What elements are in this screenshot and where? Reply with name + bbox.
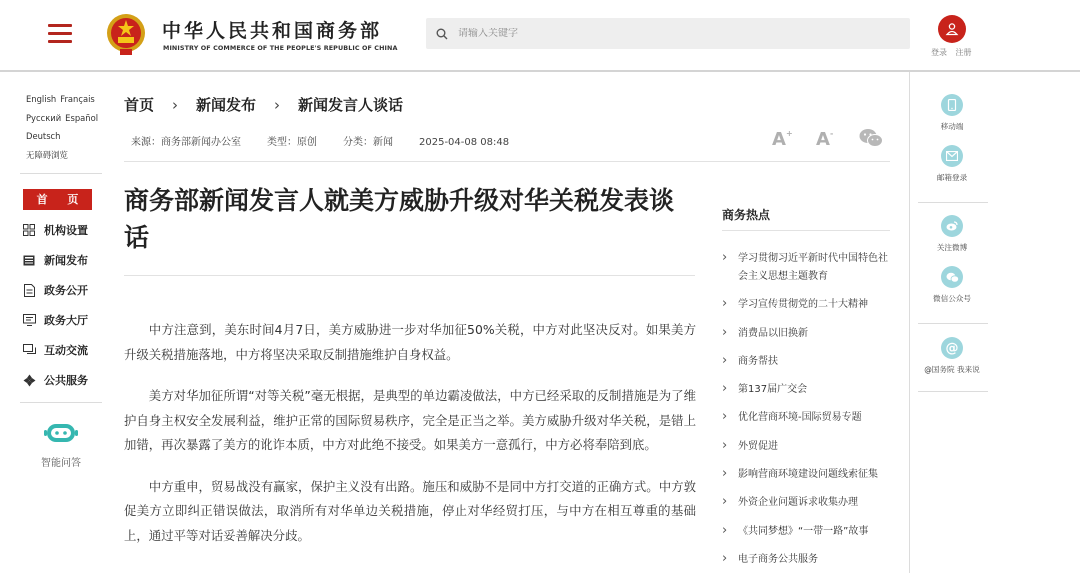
nav-label: 政务公开 (44, 284, 88, 297)
article-body (124, 318, 696, 565)
hot-topic-item[interactable]: › 外贸促进 (722, 438, 892, 456)
article-paragraph: 美方对华加征所谓“对等关税”毫无根据，是典型的单边霸凌做法，中方已经采取的反制措施是为了维护自身主权安全发展利益，维护正常的国际贸易秩序，完全是正当之举。美方威胁升级对华关税，是错上加错，再次暴露了美方的讹诈本质，中方对此绝不接受。如果美方一意孤行，中方必将奉陪到底。 (124, 388, 696, 452)
mobile-label: 移动端 (940, 122, 964, 131)
accessibility-link[interactable]: 无障碍浏览 (26, 149, 68, 160)
divider (918, 323, 988, 324)
nav-item-public-service[interactable] (22, 365, 88, 395)
hot-topic-item[interactable]: › 影响营商环境建设问题线索征集 (722, 466, 892, 484)
divider (918, 202, 988, 203)
nav-label: 互动交流 (44, 344, 88, 357)
gov-feedback-label: @国务院 我来说 (924, 365, 980, 374)
hot-topic-item[interactable]: › 学习贯彻习近平新时代中国特色社会主义思想主题教育 (722, 250, 892, 286)
site-logo-en: MINISTRY OF COMMERCE OF THE PEOPLE'S REPUBLIC OF CHINA (163, 44, 398, 52)
hot-topic-item[interactable]: › 电子商务公共服务 (722, 551, 892, 569)
site-logo-cn[interactable]: 中华人民共和国商务部 (162, 20, 383, 42)
lang-german[interactable]: Deutsch (26, 131, 61, 141)
gov-feedback-link[interactable] (922, 337, 982, 375)
wechat-label: 微信公众号 (933, 294, 971, 303)
mail-icon (941, 145, 963, 167)
article-paragraph: 中方重申，贸易战没有赢家，保护主义没有出路。施压和威胁不是同中方打交道的正确方式。中方敦促美方立即纠正错误做法，取消所有对华单边关税措施，停止对华经贸打压，与中方在相互尊重的基础上，通过平等对话妥善解决分歧。 (124, 478, 696, 543)
lang-spanish[interactable]: Español (65, 112, 99, 123)
site-header (0, 0, 1080, 72)
mail-login-link[interactable] (922, 145, 982, 183)
nav-item-news[interactable] (22, 245, 88, 275)
nav-item-interaction[interactable] (22, 335, 88, 365)
hot-topic-item[interactable]: › 外资企业问题诉求收集办理 (722, 494, 892, 512)
nav-label: 新闻发布 (44, 254, 88, 267)
breadcrumb-news[interactable]: 新闻发布 (196, 96, 257, 114)
robot-assistant-icon[interactable] (44, 420, 78, 446)
search-icon[interactable] (436, 28, 448, 40)
divider (124, 161, 890, 162)
meta-type: 类型：原创 (267, 137, 317, 148)
divider (722, 230, 890, 231)
hot-topic-item[interactable]: › 《共同梦想》“一带一路”故事 (722, 523, 892, 541)
meta-date: 2025-04-08 08:48 (419, 137, 510, 148)
national-emblem-icon[interactable] (105, 12, 147, 56)
mobile-phone-icon (941, 94, 963, 116)
chevron-right-icon: › (274, 96, 281, 114)
left-nav (22, 215, 88, 395)
breadcrumb-spokesperson[interactable]: 新闻发言人谈话 (298, 96, 404, 114)
chevron-right-icon: › (172, 96, 179, 114)
mobile-link[interactable] (922, 94, 982, 132)
breadcrumb (124, 94, 403, 115)
article-meta (131, 133, 535, 148)
chat-icon (22, 343, 36, 357)
wechat-icon (941, 266, 963, 288)
service-icon (22, 373, 36, 387)
language-switcher (26, 90, 106, 164)
nav-item-org[interactable] (22, 215, 88, 245)
wechat-official-link[interactable] (922, 266, 982, 304)
meta-source: 来源：商务部新闻办公室 (131, 137, 241, 148)
news-icon (22, 253, 36, 267)
divider (124, 275, 695, 276)
meta-category: 分类：新闻 (343, 137, 393, 148)
nav-label: 政务大厅 (44, 314, 88, 327)
mail-label: 邮箱登录 (936, 173, 968, 182)
lang-russian[interactable]: Русский (26, 112, 62, 123)
search-bar (426, 18, 910, 49)
divider (20, 173, 102, 174)
hamburger-menu-icon[interactable] (48, 24, 72, 44)
divider (20, 402, 102, 403)
nav-label: 公共服务 (44, 374, 88, 387)
font-increase-icon[interactable]: A+ (772, 129, 793, 150)
user-avatar-icon[interactable] (938, 15, 966, 43)
hot-topics-list (722, 250, 892, 579)
hot-topics-title: 商务热点 (722, 208, 771, 222)
home-nav-button[interactable]: 首 页 (23, 189, 92, 210)
article-title: 商务部新闻发言人就美方威胁升级对华关税发表谈话 (124, 186, 675, 252)
font-decrease-icon[interactable]: A- (816, 129, 834, 150)
register-link[interactable]: 注册 (955, 48, 972, 57)
hot-topic-item[interactable]: › 消费品以旧换新 (722, 325, 892, 343)
hot-topic-item[interactable]: › 优化营商环境-国际贸易专题 (722, 409, 892, 427)
at-sign-icon: @ (941, 337, 963, 359)
weibo-link[interactable] (922, 215, 982, 253)
nav-item-gov-affairs[interactable] (22, 275, 88, 305)
hot-topic-item[interactable]: › 第137届广交会 (722, 381, 892, 399)
right-sidebar-border (909, 72, 910, 573)
login-link[interactable]: 登录 (931, 48, 947, 57)
breadcrumb-home[interactable]: 首页 (124, 96, 155, 114)
assistant-label[interactable]: 智能问答 (41, 458, 81, 469)
wechat-share-icon[interactable] (859, 128, 883, 148)
user-links (931, 47, 978, 58)
lang-english[interactable]: English (26, 94, 57, 104)
weibo-label: 关注微博 (936, 243, 968, 252)
nav-item-hall[interactable] (22, 305, 88, 335)
search-input[interactable] (458, 28, 878, 39)
divider (918, 391, 988, 392)
document-icon (22, 283, 36, 297)
hall-icon (22, 313, 36, 327)
hot-topic-item[interactable]: › 商务帮扶 (722, 353, 892, 371)
weibo-icon (941, 215, 963, 237)
hot-topic-item[interactable]: › 学习宣传贯彻党的二十大精神 (722, 296, 892, 314)
article-paragraph: 中方注意到，美东时间4月7日，美方威胁进一步对华加征50%关税，中方对此坚决反对。如果美方升级关税措施落地，中方将坚决采取反制措施维护自身权益。 (124, 322, 696, 362)
org-grid-icon (22, 223, 36, 237)
nav-label: 机构设置 (44, 224, 88, 237)
lang-french[interactable]: Français (60, 94, 95, 104)
